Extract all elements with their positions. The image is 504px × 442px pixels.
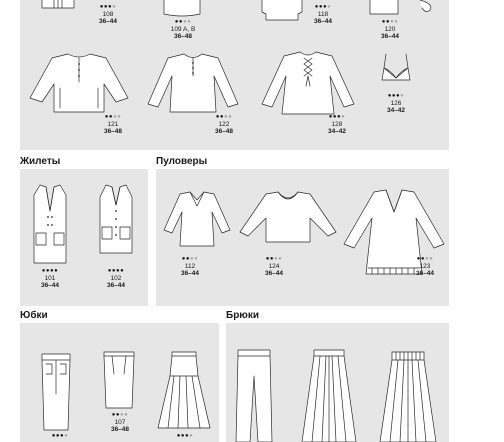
garment-drawing-126: [378, 54, 414, 86]
garment-drawing-trousers-c: [378, 352, 438, 442]
difficulty-dot-empty: ●: [124, 412, 129, 418]
garment-drawing-122: [146, 52, 240, 114]
difficulty-dot-filled: ●: [116, 268, 121, 274]
difficulty-dot-filled: ●: [103, 4, 108, 10]
model-number: 107: [114, 418, 126, 426]
difficulty-dot-filled: ●: [45, 268, 50, 274]
difficulty-dot-filled: ●: [387, 93, 392, 99]
difficulty-dot-filled: ●: [55, 433, 60, 439]
difficulty-dot-empty: ●: [183, 19, 188, 25]
difficulty-dot-empty: ●: [224, 114, 229, 120]
difficulty-dot-filled: ●: [111, 412, 116, 418]
difficulty-dot-filled: ●: [416, 256, 421, 262]
difficulty-dot-filled: ●: [381, 19, 386, 25]
difficulty-dot-empty: ●: [425, 256, 430, 262]
difficulty-dot-filled: ●: [99, 4, 104, 10]
size-range: 36–44: [40, 282, 60, 289]
difficulty-dot-filled: ●: [185, 256, 190, 262]
difficulty-dot-filled: ●: [337, 114, 342, 120]
difficulty-rating: [38, 433, 82, 440]
difficulty-dot-filled: ●: [54, 268, 59, 274]
difficulty-dot-empty: ●: [400, 93, 405, 99]
difficulty-dot-empty: ●: [429, 256, 434, 262]
model-label-101: [28, 268, 72, 290]
garment-drawing-107: [102, 352, 136, 410]
garment-drawing-124: [240, 190, 336, 246]
difficulty-dot-empty: ●: [341, 114, 346, 120]
model-number: 108: [102, 10, 114, 18]
model-label-126: [374, 93, 418, 115]
model-label-109: [161, 19, 205, 41]
size-range: 36–44: [313, 18, 333, 25]
section-title-skirts: Юбки: [20, 310, 48, 321]
model-number: 124: [268, 262, 280, 270]
model-label-121: [91, 114, 135, 136]
model-number: 120: [384, 25, 396, 33]
section-title-pullovers: Пуловеры: [156, 156, 208, 167]
difficulty-dot-filled: ●: [107, 268, 112, 274]
difficulty-dot-empty: ●: [194, 256, 199, 262]
model-number: 109 A, B: [170, 25, 196, 33]
model-number: 123: [419, 262, 431, 270]
model-label-108: [86, 4, 130, 26]
garment-drawing-112: [164, 190, 230, 252]
difficulty-dot-filled: ●: [108, 114, 113, 120]
model-label-skirt-c: [163, 433, 207, 440]
difficulty-dot-filled: ●: [420, 256, 425, 262]
difficulty-dot-empty: ●: [327, 4, 332, 10]
difficulty-dot-filled: ●: [115, 412, 120, 418]
difficulty-dot-filled: ●: [60, 433, 65, 439]
difficulty-dot-filled: ●: [328, 114, 333, 120]
size-range: 36–48: [214, 128, 234, 135]
section-title-vests: Жилеты: [20, 156, 61, 167]
size-range: 34–42: [386, 107, 406, 114]
difficulty-dot-filled: ●: [323, 4, 328, 10]
difficulty-dot-empty: ●: [187, 19, 192, 25]
model-label-128: [315, 114, 359, 136]
difficulty-dot-filled: ●: [180, 433, 185, 439]
garment-drawing-102: [96, 183, 136, 255]
model-number: 118: [317, 10, 329, 18]
size-range: 36–48: [110, 426, 130, 433]
difficulty-dot-filled: ●: [391, 93, 396, 99]
size-range: 36–44: [98, 18, 118, 25]
model-number: 102: [110, 274, 122, 282]
size-range: 36–48: [173, 33, 193, 40]
size-range: 36–44: [380, 33, 400, 40]
model-number: 121: [107, 120, 119, 128]
difficulty-dot-empty: ●: [390, 19, 395, 25]
model-label-123: [403, 256, 447, 278]
garment-drawing-120: [366, 0, 436, 18]
model-number: 128: [331, 120, 343, 128]
difficulty-dot-filled: ●: [318, 4, 323, 10]
difficulty-rating: [163, 433, 207, 440]
difficulty-dot-filled: ●: [120, 268, 125, 274]
model-number: 101: [44, 274, 56, 282]
model-number: 126: [390, 99, 402, 107]
difficulty-dot-filled: ●: [50, 268, 55, 274]
model-label-107: [98, 412, 142, 434]
difficulty-dot-filled: ●: [396, 93, 401, 99]
difficulty-dot-empty: ●: [394, 19, 399, 25]
model-label-112: [168, 256, 212, 278]
difficulty-dot-filled: ●: [314, 4, 319, 10]
difficulty-dot-empty: ●: [64, 433, 69, 439]
garment-drawing-trousers-a: [234, 350, 274, 442]
difficulty-dot-empty: ●: [112, 4, 117, 10]
size-range: 36–44: [106, 282, 126, 289]
garment-drawing-trousers-b: [300, 350, 358, 442]
model-label-skirt-a: [38, 433, 82, 440]
garment-drawing-118: [262, 0, 302, 22]
size-range: 36–48: [103, 128, 123, 135]
garment-drawing-108: [40, 0, 76, 12]
difficulty-dot-empty: ●: [228, 114, 233, 120]
difficulty-dot-filled: ●: [215, 114, 220, 120]
section-title-trousers: Брюки: [226, 310, 259, 321]
size-range: 36–44: [415, 270, 435, 277]
difficulty-dot-filled: ●: [176, 433, 181, 439]
difficulty-dot-empty: ●: [117, 114, 122, 120]
garment-drawing-121: [30, 52, 128, 114]
difficulty-dot-empty: ●: [278, 256, 283, 262]
difficulty-dot-filled: ●: [385, 19, 390, 25]
size-range: 34–42: [327, 128, 347, 135]
difficulty-dot-filled: ●: [111, 268, 116, 274]
model-label-102: [94, 268, 138, 290]
difficulty-dot-filled: ●: [265, 256, 270, 262]
difficulty-dot-filled: ●: [181, 256, 186, 262]
difficulty-dot-filled: ●: [174, 19, 179, 25]
difficulty-dot-empty: ●: [120, 412, 125, 418]
model-label-122: [202, 114, 246, 136]
model-number: 122: [218, 120, 230, 128]
difficulty-dot-empty: ●: [274, 256, 279, 262]
model-label-120: [368, 19, 412, 41]
difficulty-dot-filled: ●: [104, 114, 109, 120]
difficulty-dot-filled: ●: [332, 114, 337, 120]
garment-drawing-101: [30, 183, 70, 265]
difficulty-dot-empty: ●: [113, 114, 118, 120]
size-range: 36–44: [264, 270, 284, 277]
model-label-118: [301, 4, 345, 26]
difficulty-dot-filled: ●: [108, 4, 113, 10]
garment-drawing-109: [160, 0, 204, 18]
garment-drawing-128: [260, 50, 356, 116]
difficulty-dot-filled: ●: [41, 268, 46, 274]
model-number: 112: [184, 262, 196, 270]
size-range: 36–44: [180, 270, 200, 277]
difficulty-dot-filled: ●: [269, 256, 274, 262]
model-label-124: [252, 256, 296, 278]
garment-drawing-skirt-c: [158, 352, 210, 430]
difficulty-dot-filled: ●: [51, 433, 56, 439]
difficulty-dot-filled: ●: [178, 19, 183, 25]
difficulty-dot-filled: ●: [219, 114, 224, 120]
garment-drawing-skirt-a: [40, 354, 72, 432]
difficulty-dot-empty: ●: [189, 433, 194, 439]
difficulty-dot-filled: ●: [185, 433, 190, 439]
difficulty-dot-empty: ●: [190, 256, 195, 262]
